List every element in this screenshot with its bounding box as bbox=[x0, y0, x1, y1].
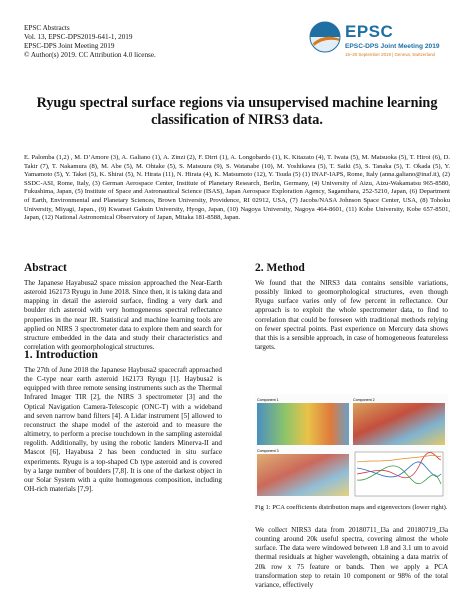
globe-icon bbox=[307, 19, 347, 59]
panel-label-3: Component 3 bbox=[257, 449, 279, 453]
header-meta bbox=[24, 24, 156, 60]
paper-title: Ryugu spectral surface regions via unsupervised machine learning classification of NIRS3 data. bbox=[36, 95, 438, 128]
method-text-2: We collect NIRS3 data from 20180711_l3a and 20180719_l3a counting around 20k useful spectra, covering almost the whole surface. The data were windowed between 1.8 and 3.1 um to avoid thermal residuals at higher wavelength, obtaining a data matrix of 20k row x 75 feature or bands. Then we apply a PCA transformation step to retain 10 component or 98% of the total variance, effectively bbox=[255, 526, 448, 589]
volume-info: Vol. 13, EPSC-DPS2019-641-1, 2019 bbox=[24, 33, 133, 41]
logo-dates: 15–20 September 2019 | Geneva, Switzerland bbox=[345, 52, 435, 57]
introduction-heading: 1. Introduction bbox=[24, 349, 98, 361]
map-component-3 bbox=[257, 454, 349, 496]
abstract-heading: Abstract bbox=[24, 262, 67, 274]
figure-caption: Fig 1: PCA coefficients distribution maps and eigenvectors (lower right). bbox=[255, 504, 448, 511]
pca-figure bbox=[255, 394, 448, 500]
author-list: E. Palomba (1,2) , M. D’Amore (3), A. Galiano (1), A. Zinzi (2), F. Dirri (1), A. Longobardo (1), K. Kitazato (4), T. Iwata (5), M. Matsuoka (5), T. Hiroi (6), D. Takir (7), T. Nakamura (8), M. Abe (5), M. Ohtake (5), S. Matsuura (9), S. Watanabe (10), M. Yoshikawa (5), T. Saiki (5), S. Tanaka (5), T. Okada (5), Y. Yamamoto (5), Y. Takei (5), K. Shirai (5), N. Hirata (11), N. Hirata (4), K. Matsumoto (12), Y. Tsuda (5) (1) INAF-IAPS, Rome, Italy (anna.galiano@inaf.it), (2) SSDC-ASI, Rome, Italy, (3) German Aerospace Center, Institute of Planetary Research, Berlin, Germany, (4) University of Aizu, Aizu-Wakamatsu 965-8580, Fukushima, Japan, (5) Institute of Space and Astronautical Science (ISAS), Japan Aerospace Exploration Agency, Sagamihara, 252-5210, Japan, (6) Department of Earth, Environmental and Planetary Sciences, Brown University, Providence, RI 02912, USA, (7) Jacobs/NASA Johnson Space Center, USA, (8) Tohoku University, Miyagi, Japan., (9) Kwansei Gakuin University, Hyogo, Japan, (10) Nagoya University, Nagoya 464-8601, (11) Kobe University, Kobe 657-8501, Japan, (12) National Astronomical Observatory of Japan, Mitaka 181-8588, Japan. bbox=[24, 154, 450, 222]
eigenvector-plot bbox=[355, 452, 443, 496]
method-heading: 2. Method bbox=[255, 262, 305, 274]
logo-title: EPSC bbox=[345, 22, 394, 41]
pca-figure-graphic bbox=[255, 394, 448, 500]
method-text-1: We found that the NIRS3 data contains sensible variations, possibly linked to geomorphological structures, even though Ryugu surface varies only of few percent in reflectance. Our approach is to exploit the whole spectrometer data, to find to correlation that could be foreseen with traditional methods relying on fewer spectral points. Past experience on Mercury data shows that this is a sensible approach, in case of homogeneous featureless targets. bbox=[255, 279, 448, 352]
meeting-name: EPSC-DPS Joint Meeting 2019 bbox=[24, 42, 115, 50]
license-text: © Author(s) 2019. CC Attribution 4.0 license. bbox=[24, 51, 156, 59]
journal-name: EPSC Abstracts bbox=[24, 24, 70, 32]
epsc-logo bbox=[307, 19, 457, 81]
abstract-text: The Japanese Hayabusa2 space mission approached the Near-Earth asteroid 162173 Ryugu in June 2018. Since then, it is taking data and mapping in detail the asteroid surface, finding a very dark and boulder rich asteroid with very homogeneous spectral reflectance properties in the near IR. Statistical and machine learning tools are applied on NIRS 3 spectrometer data to explore them and search for structure embedded in the data and study their characteristics and correlation with geomorphological structures. bbox=[24, 279, 222, 352]
map-component-2 bbox=[353, 403, 445, 445]
logo-subtitle: EPSC-DPS Joint Meeting 2019 bbox=[345, 43, 440, 50]
map-component-1 bbox=[257, 403, 349, 445]
panel-label-1: Component 1 bbox=[257, 398, 279, 402]
introduction-text: The 27th of June 2018 the Japanese Haybusa2 spacecraft approached the C-type near earth asteroid 162173 Ryugu [1]. Haybusa2 is equipped with three remote sensing instruments such as the Thermal Infrared Imager TIR [2], the NIRS 3 spectrometer [3] and the Optical Navigation Camera-Telescopic (ONC-T) with a wideband and seven narrow band filters [4]. A Lidar instrument [5] allowed to reconstruct the shape model of the asteroid and to measure the altimetry, to perform a precise touchdown in the sampling asteroidal regolith. Additionally, by using the robotic landers Minerva-II and Mascot [6], Hayabusa 2 has been conducted in situ surface experiments. Ryugu is a top-shaped Cb type asteroid and is covered by a large number of boulders [7,8]. It is one of the darkest object in our Solar System with a quite homogenous composition, including OH-rich materials [7,9]. bbox=[24, 366, 222, 494]
panel-label-2: Component 2 bbox=[353, 398, 375, 402]
